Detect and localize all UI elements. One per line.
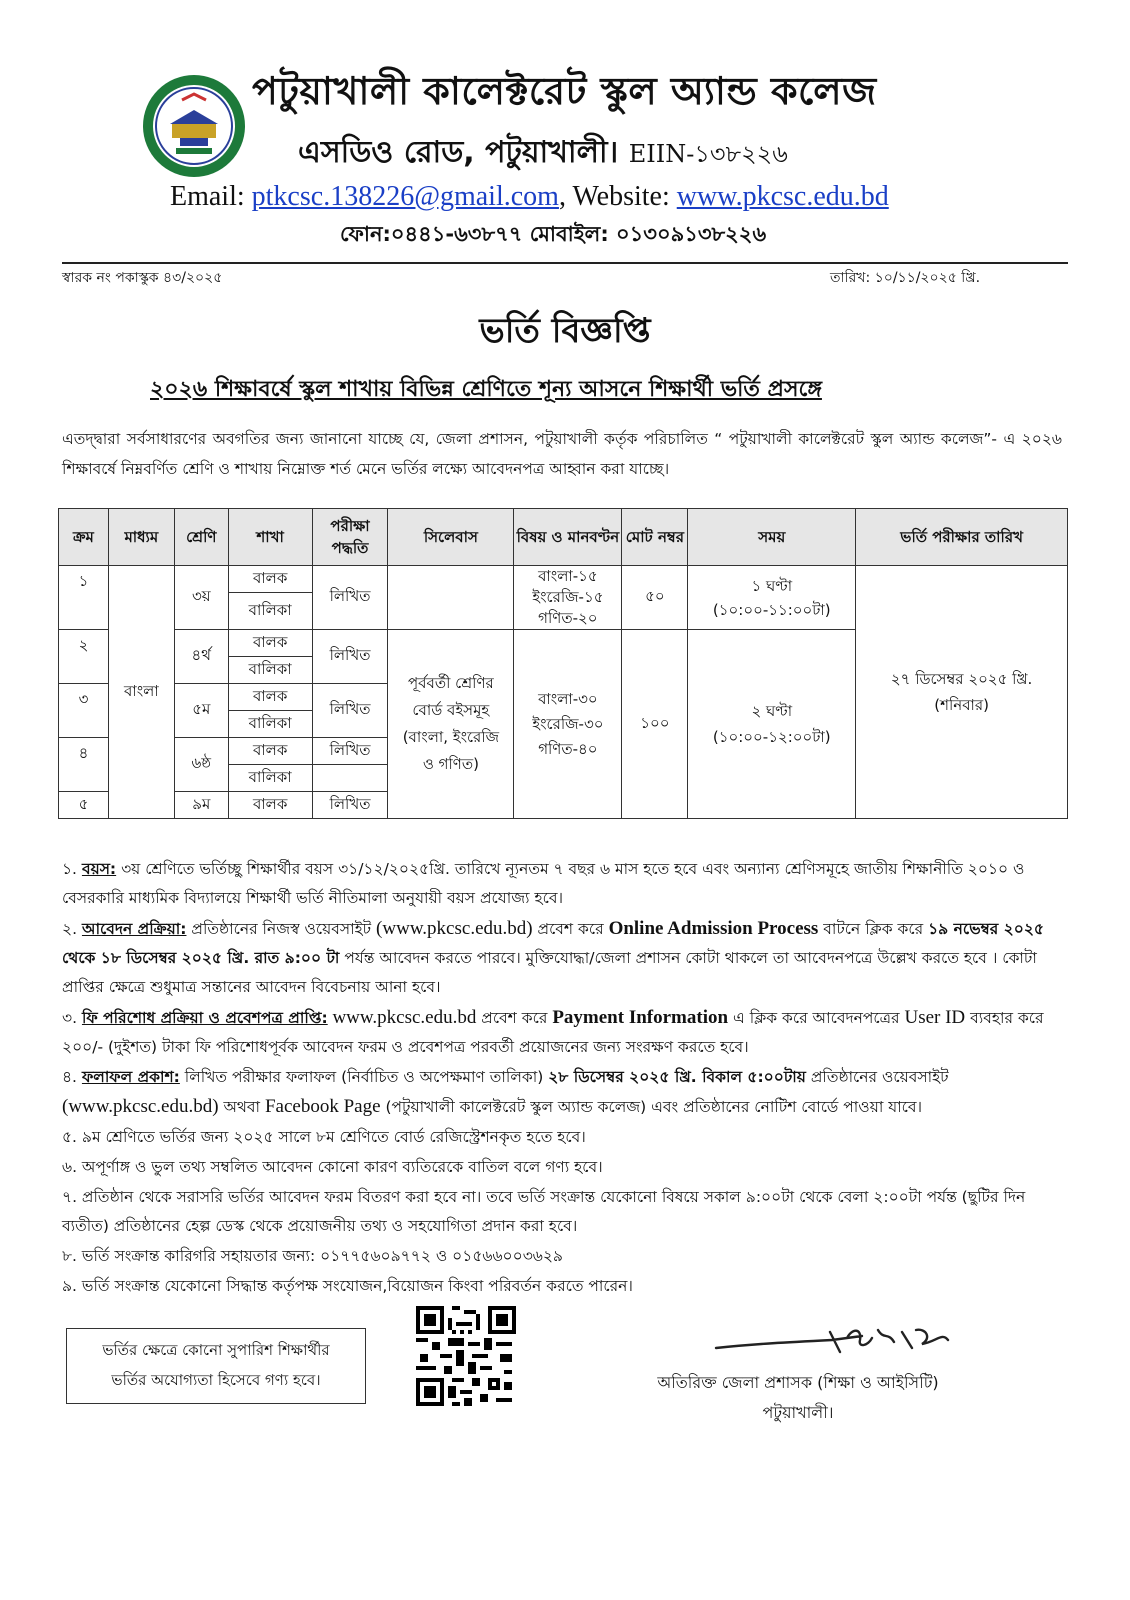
col-method: পরীক্ষা পদ্ধতি [312,509,388,566]
rule-7: ৭. প্রতিষ্ঠান থেকে সরাসরি ভর্তির আবেদন ফরম বিতরণ করা হবে না। তবে ভর্তি সংক্রান্ত যেকোনো বিষয়ে সকাল ৯:০০টা থেকে বেলা ২:০০টা পর্যন্ত (ছুটির দিন ব্যতীত) প্রতিষ্ঠানের হেল্প ডেস্ক থেকে প্রয়োজনীয় তথ্য ও সহযোগিতা প্রদান করা হবে। [62,1188,1026,1235]
section-cell: বালক [228,566,312,593]
rule-number: ১. [62,860,77,878]
notice-intro: এতদ্দ্বারা সর্বসাধারণের অবগতির জন্য জানানো যাচ্ছে যে, জেলা প্রশাসন, পটুয়াখালী কর্তৃক পরিচালিত “ পটুয়াখালী কালেক্টরেট স্কুল অ্যান্ড কলেজ”- এ ২০২৬ শিক্ষাবর্ষে নিম্নবর্ণিত শ্রেণি ও শাখায় নিম্নোক্ত শর্ত মেনে ভর্তির লক্ষ্যে আবেদনপত্র আহ্বান করা যাচ্ছে। [62,430,1062,478]
signer-title: অতিরিক্ত জেলা প্রশাসক (শিক্ষা ও আইসিটি) [657,1373,939,1392]
class-cell: ৬ষ্ঠ [174,738,228,792]
rule-text: ব্যবহার করে ২০০/- (দুইশত) টাকা ফি পরিশোধপূর্বক আবেদন ফরম ও প্রবেশপত্র পরবর্তী প্রয়োজনের জন্য সংরক্ষণ করতে হবে। [62,1009,1044,1056]
rule-number: ৪. [62,1068,77,1086]
total-cell: ৫০ [622,566,688,630]
rule-text: বাটনে ক্লিক করে [818,920,929,938]
rule-9: ৯. ভর্তি সংক্রান্ত যেকোনো সিদ্ধান্ত কর্তৃপক্ষ সংযোজন,বিয়োজন কিংবা পরিবর্তন করতে পারেন। [62,1277,633,1295]
method-cell: লিখিত [312,566,388,630]
warning-line: ভর্তির অযোগ্যতা হিসেবে গণ্য হবে। [111,1371,321,1389]
website-text: (www.pkcsc.edu.bd) [62,1096,219,1117]
rule-text: প্রতিষ্ঠানের নিজস্ব ওয়েবসাইট [186,920,377,938]
rule-text: অথবা [218,1098,265,1116]
warning-line: ভর্তির ক্ষেত্রে কোনো সুপারিশ শিক্ষার্থীর [102,1341,330,1359]
result-date: ২৮ ডিসেম্বর ২০২৫ খ্রি. বিকাল ৫:০০টায় [548,1068,806,1086]
institution-logo [140,72,248,180]
rule-5: ৫. ৯ম শ্রেণিতে ভর্তির জন্য ২০২৫ সালে ৮ম শ্রেণিতে বোর্ড রেজিস্ট্রেশনকৃত হতে হবে। [62,1128,586,1146]
time-cell: ১ ঘণ্টা (১০:০০-১১:০০টা) [688,566,856,630]
serial-cell: ৪ [59,738,109,792]
website-label: Website: [572,181,670,212]
payment-info-label: Payment Information [552,1007,729,1028]
rules-list [62,855,1062,1302]
rule-key: ফি পরিশোধ প্রক্রিয়া ও প্রবেশপত্র প্রাপ্তি: [81,1009,328,1027]
email-label: Email: [170,181,245,212]
section-cell: বালিকা [228,657,312,684]
header-divider [62,262,1068,264]
application-period: ১৯ নভেম্বর ২০২৫ থেকে ১৮ ডিসেম্বর ২০২৫ খ্রি. রাত ৯:০০ টা [62,920,1044,967]
section-cell: বালক [228,738,312,765]
class-cell: ৫ম [174,684,228,738]
table-row [59,566,1068,593]
rule-6: ৬. অপূর্ণাঙ্গ ও ভুল তথ্য সম্বলিত আবেদন কোনো কারণ ব্যতিরেকে বাতিল বলে গণ্য হবে। [62,1158,603,1176]
section-cell: বালিকা [228,593,312,630]
contact-line: Email: ptkcsc.138226@gmail.com, Website: www.pkcsc.edu.bd [170,181,889,212]
rule-text: প্রতিষ্ঠানের ওয়েবসাইট [805,1068,949,1086]
notice-subtitle: ২০২৬ শিক্ষাবর্ষে স্কুল শাখায় বিভিন্ন শ্রেণিতে শূন্য আসনে শিক্ষার্থী ভর্তি প্রসঙ্গে [150,377,822,402]
col-serial: ক্রম [59,509,109,566]
memo-date: তারিখ: ১০/১১/২০২৫ খ্রি. [830,270,981,286]
rule-text: প্রবেশ করে [532,920,609,938]
rule-key: আবেদন প্রক্রিয়া: [81,920,187,938]
class-cell: ৪র্থ [174,630,228,684]
rule-text: প্রবেশ করে [476,1009,553,1027]
rule-text: (পটুয়াখালী কালেক্টরেট স্কুল অ্যান্ড কলেজ) এবং প্রতিষ্ঠানের নোটিশ বোর্ডে পাওয়া যাবে। [380,1098,923,1116]
rule-key: ফলাফল প্রকাশ: [81,1068,180,1086]
col-subjects: বিষয় ও মানবণ্টন [514,509,622,566]
rule-4 [62,1063,1062,1122]
rule-number: ৩. [62,1009,78,1027]
class-cell: ৩য় [174,566,228,630]
table-header-row [59,509,1068,566]
section-cell: বালক [228,792,312,819]
serial-cell: ৫ [59,792,109,819]
col-time: সময় [688,509,856,566]
section-cell: বালিকা [228,765,312,792]
medium-cell: বাংলা [108,566,174,819]
section-cell: বালিকা [228,711,312,738]
rule-text: এ ক্লিক করে আবেদনপত্রের [728,1009,905,1027]
rule-8: ৮. ভর্তি সংক্রান্ত কারিগরি সহায়তার জন্য: ০১৭৭৫৬০৯৭৭২ ও ০১৫৬৬০০৩৬২৯ [62,1247,563,1265]
notice-title: ভর্তি বিজ্ঞপ্তি [479,311,651,351]
method-cell: লিখিত [312,684,388,738]
col-class: শ্রেণি [174,509,228,566]
email-link[interactable]: ptkcsc.138226@gmail.com [251,181,559,212]
rule-3 [62,1003,1062,1062]
exam-date-cell: ২৭ ডিসেম্বর ২০২৫ খ্রি. (শনিবার) [856,566,1068,819]
memo-reference: স্বারক নং পকাস্কুক ৪৩/২০২৫ [62,270,223,286]
rule-text: লিখিত পরীক্ষার ফলাফল (নির্বাচিত ও অপেক্ষমাণ তালিকা) [179,1068,549,1086]
phone-line: ফোন:০৪৪১-৬৩৮৭৭ মোবাইল: ০১৩০৯১৩৮২২৬ [340,222,767,246]
method-blank-cell [312,765,388,792]
online-admission-label: Online Admission Process [608,918,819,939]
qr-code[interactable] [416,1306,516,1406]
signer-block [648,1368,948,1428]
section-cell: বালক [228,684,312,711]
institution-name: পটুয়াখালী কালেক্টরেট স্কুল অ্যান্ড কলেজ [252,69,877,113]
warning-box [66,1328,366,1404]
serial-cell: ১ [59,566,109,630]
website-link[interactable]: www.pkcsc.edu.bd [676,181,889,212]
signature [712,1318,956,1364]
user-id-text: User ID [904,1007,966,1028]
rule-2 [62,914,1062,1002]
admission-table [58,508,1068,819]
method-cell: লিখিত [312,630,388,684]
rule-text: পর্যন্ত আবেদন করতে পারবে। মুক্তিযোদ্ধা/জেলা প্রশাসন কোটা থাকলে তা আবেদনপত্রে উল্লেখ করতে হবে । কোটা প্রাপ্তির ক্ষেত্রে শুধুমাত্র সন্তানের আবেদন বিবেচনায় আনা হবে। [62,949,1037,996]
facebook-text: Facebook Page [264,1096,381,1117]
subjects-cell: বাংলা-১৫ ইংরেজি-১৫ গণিত-২০ [514,566,622,630]
class-cell: ৯ম [174,792,228,819]
total-cell: ১০০ [622,630,688,819]
subjects-cell: বাংলা-৩০ ইংরেজি-৩০ গণিত-৪০ [514,630,622,819]
syllabus-blank-cell [388,566,514,630]
col-section: শাখা [228,509,312,566]
method-cell: লিখিত [312,792,388,819]
method-cell: লিখিত [312,738,388,765]
website-text: (www.pkcsc.edu.bd) [376,918,533,939]
time-cell: ২ ঘণ্টা (১০:০০-১২:০০টা) [688,630,856,819]
website-text: www.pkcsc.edu.bd [327,1007,477,1028]
serial-cell: ২ [59,630,109,684]
col-medium: মাধ্যম [108,509,174,566]
syllabus-cell: পূর্ববর্তী শ্রেণির বোর্ড বইসমূহ (বাংলা, ইংরেজি ও গণিত) [388,630,514,819]
eiin-number: EIIN-১৩৮২২৬ [628,140,788,168]
rule-key: বয়স: [81,860,117,878]
col-syllabus: সিলেবাস [388,509,514,566]
address-text: এসডিও রোড, পটুয়াখালী। [298,135,619,170]
rule-1 [62,855,1062,913]
rule-text: ৩য় শ্রেণিতে ভর্তিচ্ছু শিক্ষার্থীর বয়স ৩১/১২/২০২৫খ্রি. তারিখে ন্যূনতম ৭ বছর ৬ মাস হতে হবে এবং অন্যান্য শ্রেণিসমূহে জাতীয় শিক্ষানীতি ২০১০ ও বেসরকারি মাধ্যমিক বিদ্যালয়ে শিক্ষার্থী ভর্তি নীতিমালা অনুযায়ী বয়স প্রযোজ্য হবে। [62,860,1025,907]
rule-number: ২. [62,920,78,938]
signer-place: পটুয়াখালী। [762,1403,834,1422]
institution-address [298,128,918,179]
serial-cell: ৩ [59,684,109,738]
section-cell: বালক [228,630,312,657]
col-total: মোট নম্বর [622,509,688,566]
col-exam-date: ভর্তি পরীক্ষার তারিখ [856,509,1068,566]
